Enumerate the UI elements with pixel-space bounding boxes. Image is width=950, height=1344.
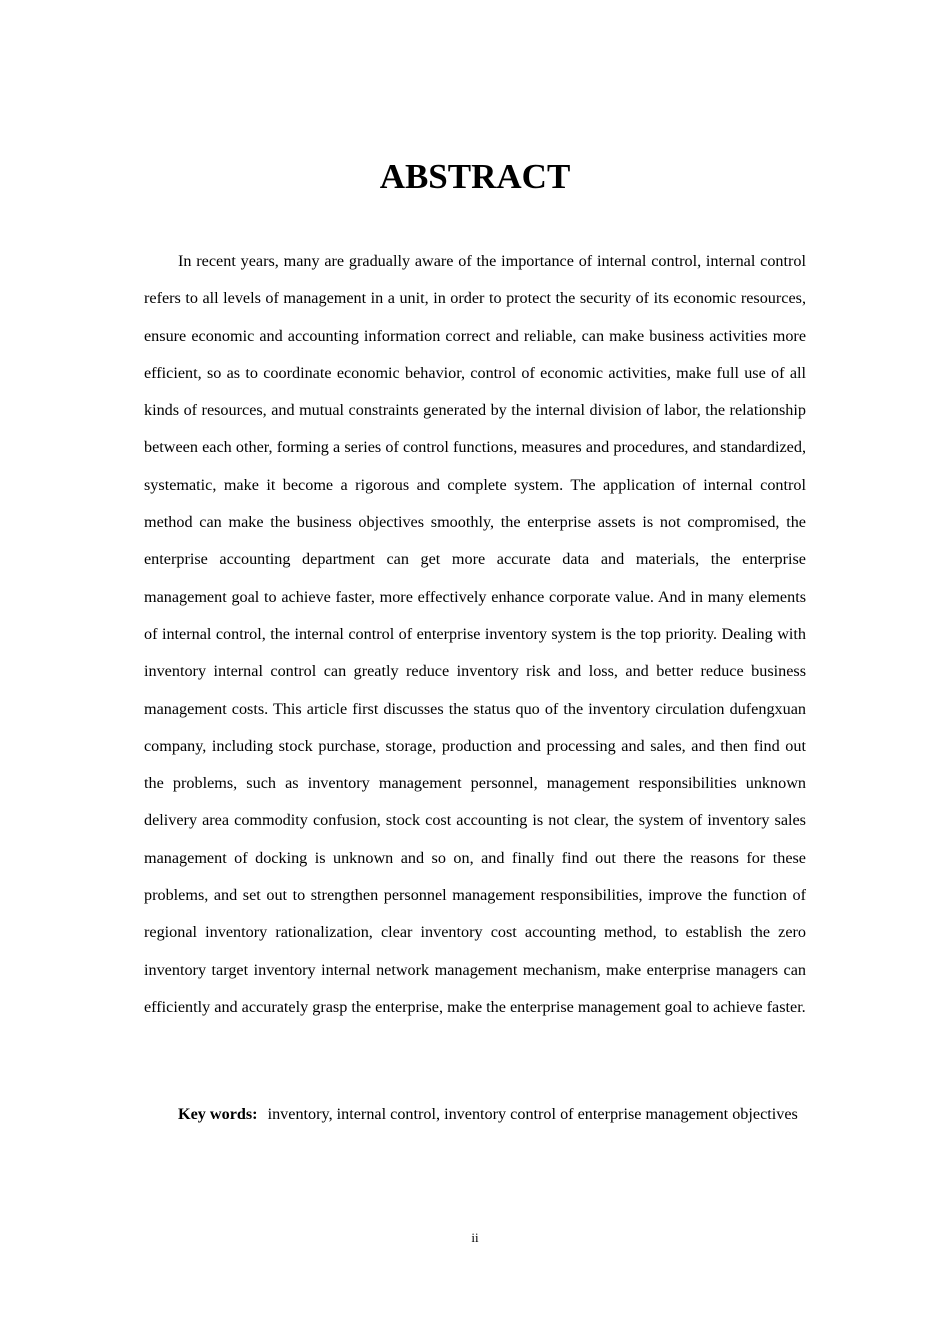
abstract-paragraph: In recent years, many are gradually aware of the importance of internal control, internal control refers to all levels of management in a unit, in order to protect the security of its economic resources, ensure economic and accounting information correct and reliable, can make business activities more efficient, so as to coordinate economic behavior, control of economic activities, make full use of all kinds of resources, and mutual constraints generated by the internal division of labor, the relationship between each other, forming a series of control functions, measures and procedures, and standardized, systematic, make it become a rigorous and complete system. The application of internal control method can make the business objectives smoothly, the enterprise assets is not compromised, the enterprise accounting department can get more accurate data and materials, the enterprise management goal to achieve faster, more effectively enhance corporate value. And in many elements of internal control, the internal control of enterprise inventory system is the top priority. Dealing with inventory internal control can greatly reduce inventory risk and loss, and better reduce business management costs. This article first discusses the status quo of the inventory circulation dufengxuan company, including stock purchase, storage, production and processing and sales, and then find out the problems, such as inventory management personnel, management responsibilities unknown delivery area commodity confusion, stock cost accounting is not clear, the system of inventory sales management of docking is unknown and so on, and finally find out there the reasons for these problems, and set out to strengthen personnel management responsibilities, improve the function of regional inventory rationalization, clear inventory cost accounting method, to establish the zero inventory target inventory internal network management mechanism, make enterprise managers can efficiently and accurately grasp the enterprise, make the enterprise management goal to achieve faster. — [144, 252, 806, 1016]
keywords-text: inventory, internal control, inventory control of enterprise management objectives — [267, 1105, 798, 1123]
page-title: ABSTRACT — [379, 157, 571, 196]
page-number: ii — [471, 1230, 479, 1245]
keywords-label: Key words: — [178, 1105, 258, 1123]
keywords-paragraph — [144, 1096, 806, 1133]
